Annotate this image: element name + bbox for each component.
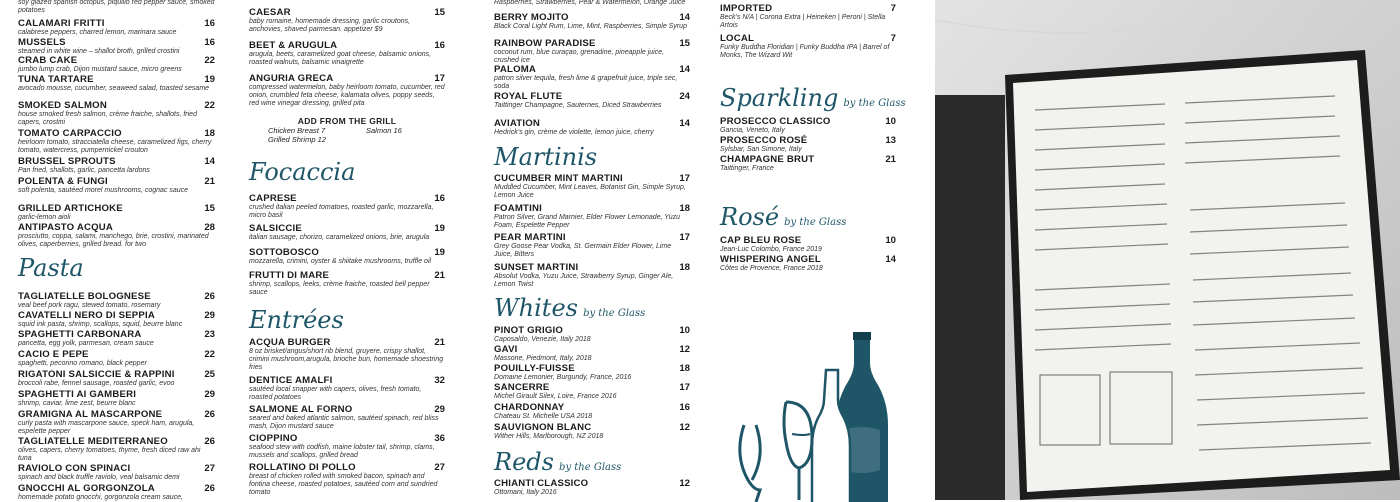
item-price: 18 xyxy=(679,203,690,214)
menu-item xyxy=(494,382,690,401)
grill-chicken: Chicken Breast 7 xyxy=(268,126,326,135)
menu-photo-illustration xyxy=(935,0,1400,500)
item-name: ROYAL FLUTE xyxy=(494,91,563,102)
item-desc: veal beef pork ragu, stewed tomato, rosemary xyxy=(18,302,161,309)
item-name: ANTIPASTO ACQUA xyxy=(18,222,114,233)
menu-item xyxy=(494,0,690,7)
item-price: 19 xyxy=(434,223,445,234)
item-price: 14 xyxy=(679,12,690,23)
menu-item xyxy=(494,422,690,441)
item-price: 22 xyxy=(204,55,215,66)
item-desc: Domaine Lemonier, Burgundy, France, 2016 xyxy=(494,374,632,381)
item-price: 21 xyxy=(434,270,445,281)
item-desc: arugula, beets, caramelized goat cheese, balsamic onions, roasted walnuts, balsamic vinaigrette xyxy=(249,51,432,67)
item-desc: jumbo lump crab, Dijon mustard sauce, micro greens xyxy=(18,66,182,73)
item-desc: Taittinger, France xyxy=(720,165,774,172)
menu-item xyxy=(249,7,445,34)
item-desc: homemade potato gnocchi, gorgonzola cream sauce, xyxy=(18,494,183,501)
item-price: 10 xyxy=(885,235,896,246)
menu-item xyxy=(18,329,215,348)
item-desc: Black Coral Light Rum, Lime, Mint, Raspberries, Simple Syrup xyxy=(494,23,687,30)
item-desc: shrimp, scallops, leeks, crème fraiche, roasted bell pepper sauce xyxy=(249,281,430,297)
item-desc: Hedrick's gin, crème de violette, lemon juice, cherry xyxy=(494,129,654,136)
menu-item xyxy=(18,55,215,74)
item-price: 21 xyxy=(434,337,445,348)
item-desc: olives, capers, cherry tomatoes, thyme, fresh diced raw ahi tuna xyxy=(18,447,201,463)
item-price: 32 xyxy=(434,375,445,386)
item-price: 22 xyxy=(204,349,215,360)
menu-item xyxy=(720,235,896,254)
item-desc: crushed italian peeled tomatoes, roasted garlic, mozzarella, micro basil xyxy=(249,204,434,220)
menu-item xyxy=(18,389,215,408)
item-desc: coconut rum, blue curaçao, grenadine, pineapple juice, crushed ice xyxy=(494,49,665,65)
item-desc: baby romaine, homemade dressing, garlic croutons, anchovies, shaved parmesan. appetizer $9 xyxy=(249,18,411,34)
antipasti-pasta-column xyxy=(18,0,215,500)
menu-item xyxy=(249,462,445,498)
item-name: ROLLATINO DI POLLO xyxy=(249,462,356,473)
section-title: Whites xyxy=(494,294,578,322)
item-desc: patron silver tequila, fresh lime & grapefruit juice, triple sec, soda xyxy=(494,75,678,91)
wine-glass-icon xyxy=(784,402,812,500)
item-name: SMOKED SALMON xyxy=(18,100,107,111)
item-name: TOMATO CARPACCIO xyxy=(18,128,122,139)
menu-item xyxy=(494,325,690,344)
item-desc: Chateau St. Michelle USA 2018 xyxy=(494,413,593,420)
menu-item xyxy=(18,291,215,310)
menu-item xyxy=(18,0,215,15)
item-name: GAVI xyxy=(494,344,518,355)
item-name: WHISPERING ANGEL xyxy=(720,254,821,265)
item-desc: mozzarella, crimini, oyster & shiitake mushrooms, truffle oil xyxy=(249,258,432,265)
item-name: CUCUMBER MINT MARTINI xyxy=(494,173,623,184)
item-price: 29 xyxy=(204,310,215,321)
salads-focaccia-entrees-column xyxy=(249,0,445,500)
item-name: TAGLIATELLE BOLOGNESE xyxy=(18,291,151,302)
item-name: CHAMPAGNE BRUT xyxy=(720,154,815,165)
grill-salmon: Salmon 16 xyxy=(366,126,402,135)
menu-item xyxy=(494,173,690,200)
item-price: 27 xyxy=(434,462,445,473)
item-name: SPAGHETTI AI GAMBERI xyxy=(18,389,137,400)
item-desc: shrimp, caviar, lime zest, beurre blanc xyxy=(18,400,136,407)
section-title: Sparkling xyxy=(720,84,839,112)
item-name: BEET & ARUGULA xyxy=(249,40,338,51)
item-price: 23 xyxy=(204,329,215,340)
wine-bottles-illustration xyxy=(726,330,911,500)
item-name: CRAB CAKE xyxy=(18,55,78,66)
item-desc: Wither Hills, Marlborough, NZ 2018 xyxy=(494,433,604,440)
item-price: 10 xyxy=(885,116,896,127)
item-desc: avocado mousse, cucumber, seaweed salad, toasted sesame xyxy=(18,85,210,92)
item-price: 22 xyxy=(204,100,215,111)
item-name: IMPORTED xyxy=(720,3,773,14)
section-subtitle: by the Glass xyxy=(784,217,847,228)
item-price: 16 xyxy=(204,18,215,29)
item-name: CALAMARI FRITTI xyxy=(18,18,105,29)
item-desc: Raspberries, Strawberries, Pear & Watermelon, Orange Juice xyxy=(494,0,686,6)
item-name: SALSICCIE xyxy=(249,223,302,234)
menu-item xyxy=(494,402,690,421)
item-name: FRUTTI DI MARE xyxy=(249,270,330,281)
item-name: CAESAR xyxy=(249,7,291,18)
menu-item xyxy=(720,254,896,273)
menu-item xyxy=(249,73,445,109)
item-price: 36 xyxy=(434,433,445,444)
item-desc: Michel Girault Silex, Loire, France 2016 xyxy=(494,393,617,400)
item-price: 16 xyxy=(434,40,445,51)
section-subtitle: by the Glass xyxy=(559,462,622,473)
item-name: SPAGHETTI CARBONARA xyxy=(18,329,142,340)
menu-item xyxy=(18,409,215,436)
menu-item xyxy=(249,433,445,460)
item-price: 12 xyxy=(679,478,690,489)
item-desc: Gancia, Veneto, Italy xyxy=(720,127,785,134)
section-title: Martinis xyxy=(494,143,598,171)
section-heading-entrees xyxy=(249,306,344,334)
item-desc: italian sausage, chorizo, caramelized onions, brie, arugula xyxy=(249,234,430,241)
item-desc: seafood stew with codfish, maine lobster tail, shrimp, clams, mussels and scallops, grilled bread xyxy=(249,444,435,460)
menu-item xyxy=(18,128,215,155)
menu-item xyxy=(720,135,896,154)
item-name: CAPRESE xyxy=(249,193,297,204)
item-desc: spaghetti, pecorino romano, black pepper xyxy=(18,360,147,367)
champagne-flute-icon xyxy=(740,425,760,502)
item-desc: pancetta, egg yolk, parmesan, cream sauce xyxy=(18,340,154,347)
item-desc: prosciutto, coppa, salami, manchego, brie, crostini, marinated olives, caperberries, grilled bread. for two xyxy=(18,233,209,249)
item-price: 27 xyxy=(204,463,215,474)
item-desc: squid ink pasta, shrimp, scallops, squid, beurre blanc xyxy=(18,321,183,328)
item-price: 18 xyxy=(204,128,215,139)
menu-item xyxy=(494,203,690,230)
item-price: 19 xyxy=(204,74,215,85)
item-desc: Ottomani, Italy 2016 xyxy=(494,489,557,496)
menu-item xyxy=(18,18,215,37)
section-heading-focaccia xyxy=(249,158,355,186)
menu-photo xyxy=(935,0,1400,500)
item-price: 25 xyxy=(204,369,215,380)
grill-shrimp: Grilled Shrimp 12 xyxy=(268,135,326,144)
item-price: 26 xyxy=(204,409,215,420)
item-name: PROSECCO CLASSICO xyxy=(720,116,831,127)
item-name: POLENTA & FUNGI xyxy=(18,176,108,187)
menu-item xyxy=(249,223,445,242)
item-price: 28 xyxy=(204,222,215,233)
section-title: Focaccia xyxy=(249,158,356,186)
item-price: 29 xyxy=(434,404,445,415)
item-name: CAVATELLI NERO DI SEPPIA xyxy=(18,310,155,321)
menu-item xyxy=(249,375,445,402)
item-price: 7 xyxy=(890,3,896,14)
item-price: 14 xyxy=(885,254,896,265)
item-desc: sautéed local snapper with capers, olives, fresh tomato, roasted potatoes xyxy=(249,386,422,402)
item-name: ANGURIA GRECA xyxy=(249,73,334,84)
item-price: 15 xyxy=(679,38,690,49)
item-desc: soy glazed spanish octopus, piquillo red pepper sauce, smoked potatoes xyxy=(18,0,215,15)
cocktails-wine-column xyxy=(494,0,690,500)
item-name: TUNA TARTARE xyxy=(18,74,94,85)
item-name: RIGATONI SALSICCIE & RAPPINI xyxy=(18,369,175,380)
item-name: AVIATION xyxy=(494,118,541,129)
menu-item xyxy=(494,363,690,382)
item-price: 17 xyxy=(679,382,690,393)
item-price: 26 xyxy=(204,483,215,494)
item-price: 29 xyxy=(204,389,215,400)
item-price: 13 xyxy=(885,135,896,146)
item-name: SAUVIGNON BLANC xyxy=(494,422,592,433)
item-desc: Caposaldo, Venezie, Italy 2018 xyxy=(494,336,591,343)
menu-item xyxy=(18,203,215,222)
menu-item xyxy=(18,176,215,195)
item-price: 26 xyxy=(204,436,215,447)
item-desc: breast of chicken rolled with smoked bacon, spinach and fontina cheese, roasted potatoes, sautéed corn and sundried tomato xyxy=(249,473,438,497)
item-price: 12 xyxy=(679,344,690,355)
item-price: 12 xyxy=(679,422,690,433)
menu-item xyxy=(494,12,690,31)
item-price: 17 xyxy=(679,232,690,243)
item-desc: Jean-Luc Colombo, France 2019 xyxy=(720,246,822,253)
menu-item xyxy=(18,74,215,93)
section-title: Reds xyxy=(494,448,554,476)
menu-item xyxy=(494,38,690,65)
item-price: 21 xyxy=(204,176,215,187)
item-price: 15 xyxy=(204,203,215,214)
item-desc: calabrese peppers, charred lemon, marinara sauce xyxy=(18,29,177,36)
item-price: 17 xyxy=(679,173,690,184)
item-name: CACIO E PEPE xyxy=(18,349,89,360)
menu-item xyxy=(18,369,215,388)
item-name: ACQUA BURGER xyxy=(249,337,331,348)
add-from-grill xyxy=(249,116,445,144)
item-desc: 8 oz brisket/angus/short rib blend, gruyere, crispy shallot, crimini mushroom,arugula, brioche bun, homemade shoestring fries xyxy=(249,348,444,372)
item-price: 18 xyxy=(679,262,690,273)
item-name: CHIANTI CLASSICO xyxy=(494,478,589,489)
item-desc: Absolut Vodka, Yuzu Juice, Strawberry Syrup, Ginger Ale, Lemon Twist xyxy=(494,273,674,289)
item-price: 14 xyxy=(204,156,215,167)
item-price: 14 xyxy=(679,118,690,129)
menu-item xyxy=(249,247,445,266)
item-name: SANCERRE xyxy=(494,382,550,393)
item-desc: broccoli rabe, fennel sausage, roasted garlic, evoo xyxy=(18,380,175,387)
item-name: RAVIOLO CON SPINACI xyxy=(18,463,131,474)
item-desc: spinach and black truffle raviolo, veal balsamic demi xyxy=(18,474,180,481)
section-title: Rosé xyxy=(720,203,780,231)
menu-item xyxy=(494,344,690,363)
item-desc: curly pasta with mascarpone sauce, speck ham, arugula, espelette pepper xyxy=(18,420,195,436)
menu-item xyxy=(249,193,445,220)
item-name: PINOT GRIGIO xyxy=(494,325,564,336)
item-desc: Massone, Piedmont, Italy, 2018 xyxy=(494,355,592,362)
item-name: DENTICE AMALFI xyxy=(249,375,333,386)
menu-item xyxy=(494,64,690,91)
item-price: 17 xyxy=(434,73,445,84)
menu-item xyxy=(720,33,896,60)
item-desc: Funky Buddha Floridian | Funky Buddha IPA | Barrel of Monks, The Wizard Wit xyxy=(720,44,890,60)
item-desc: soft polenta, sautéed morel mushrooms, cognac sauce xyxy=(18,187,189,194)
item-name: BERRY MOJITO xyxy=(494,12,569,23)
menu-item xyxy=(494,118,690,137)
item-price: 21 xyxy=(885,154,896,165)
item-price: 15 xyxy=(434,7,445,18)
item-name: CAP BLEU ROSE xyxy=(720,235,802,246)
section-heading-pasta xyxy=(18,254,84,282)
item-name: PROSECCO ROSÉ xyxy=(720,135,808,146)
item-name: MUSSELS xyxy=(18,37,66,48)
item-desc: house smoked fresh salmon, crème fraiche, shallots, fried capers, crostini xyxy=(18,111,197,127)
section-subtitle: by the Glass xyxy=(843,98,906,109)
menu-item xyxy=(494,232,690,259)
item-name: BRUSSEL SPROUTS xyxy=(18,156,116,167)
menu-item xyxy=(18,483,215,502)
item-price: 7 xyxy=(890,33,896,44)
menu-item xyxy=(249,404,445,431)
item-desc: Pan fried, shallots, garlic, pancetta lardons xyxy=(18,167,150,174)
menu-item xyxy=(249,337,445,373)
menu-item xyxy=(494,91,690,110)
item-name: SALMONE AL FORNO xyxy=(249,404,353,415)
item-price: 16 xyxy=(204,37,215,48)
item-name: PALOMA xyxy=(494,64,537,75)
item-name: FOAMTINI xyxy=(494,203,542,214)
item-desc: steamed in white wine – shallot broth, grilled crostini xyxy=(18,48,180,55)
item-name: CIOPPINO xyxy=(249,433,298,444)
item-name: SOTTOBOSCO xyxy=(249,247,320,258)
item-name: POUILLY-FUISSE xyxy=(494,363,575,374)
menu-item xyxy=(18,436,215,463)
add-from-grill-title: ADD FROM THE GRILL xyxy=(297,116,397,126)
item-desc: Grey Goose Pear Vodka, St. Germain Elder Flower, Lime Juice, Bitters xyxy=(494,243,672,259)
section-heading-sparkling xyxy=(720,84,906,112)
menu-item xyxy=(18,310,215,329)
menu-item xyxy=(720,3,896,30)
section-heading-martinis xyxy=(494,143,597,171)
item-price: 14 xyxy=(679,64,690,75)
menu-item xyxy=(249,270,445,297)
item-price: 16 xyxy=(679,402,690,413)
section-subtitle: by the Glass xyxy=(583,308,646,319)
menu-item xyxy=(18,37,215,56)
item-desc: seared and baked atlantic salmon, sautéed spinach, red bliss mash, Dijon mustard sauce xyxy=(249,415,439,431)
menu-item xyxy=(18,222,215,249)
item-desc: Beck's N/A | Corona Extra | Heineken | Peroni | Stella Artois xyxy=(720,14,886,30)
item-desc: Taittinger Champagne, Sauternes, Diced Strawberries xyxy=(494,102,662,109)
item-price: 24 xyxy=(679,91,690,102)
section-heading-whites xyxy=(494,294,645,322)
section-heading-rose xyxy=(720,203,846,231)
item-price: 19 xyxy=(434,247,445,258)
item-price: 16 xyxy=(434,193,445,204)
menu-item xyxy=(494,262,690,289)
item-desc: compressed watermelon, baby heirloom tomato, cucumber, red onion, crumbled feta cheese, kalamata olives, poppy seeds, red wine vinegar dressing, grilled pita xyxy=(249,84,445,108)
menu-item xyxy=(18,349,215,368)
menu-item xyxy=(18,156,215,175)
item-name: RAINBOW PARADISE xyxy=(494,38,596,49)
item-price: 10 xyxy=(679,325,690,336)
item-desc: Patron Silver, Grand Marnier, Elder Flower Lemonade, Yuzu Foam, Espelette Pepper xyxy=(494,214,680,230)
menu-item xyxy=(249,40,445,67)
item-name: CHARDONNAY xyxy=(494,402,565,413)
menu-item xyxy=(720,154,896,173)
item-desc: Côtes de Provence, France 2018 xyxy=(720,265,823,272)
item-name: SUNSET MARTINI xyxy=(494,262,579,273)
item-price: 18 xyxy=(679,363,690,374)
section-title: Entrées xyxy=(249,306,344,334)
menu-item xyxy=(18,463,215,482)
item-name: TAGLIATELLE MEDITERRANEO xyxy=(18,436,168,447)
section-title: Pasta xyxy=(18,254,84,282)
item-name: GRILLED ARTICHOKE xyxy=(18,203,123,214)
item-price: 26 xyxy=(204,291,215,302)
item-name: GRAMIGNA AL MASCARPONE xyxy=(18,409,163,420)
menu-item xyxy=(720,116,896,135)
item-name: PEAR MARTINI xyxy=(494,232,566,243)
item-desc: Sylsbar, San Simone, Italy xyxy=(720,146,802,153)
section-heading-reds xyxy=(494,448,621,476)
item-name: GNOCCHI AL GORGONZOLA xyxy=(18,483,155,494)
item-name: LOCAL xyxy=(720,33,755,44)
item-desc: Muddled Cucumber, Mint Leaves, Botanist Gin, Simple Syrup, Lemon Juice xyxy=(494,184,686,200)
menu-item xyxy=(18,100,215,127)
item-desc: garlic-lemon aioli xyxy=(18,214,71,221)
menu-item xyxy=(494,478,690,497)
item-desc: heirloom tomato, stracciatella cheese, caramelized figs, cherry tomato, watercress, pumpernickel crouton xyxy=(18,139,212,155)
